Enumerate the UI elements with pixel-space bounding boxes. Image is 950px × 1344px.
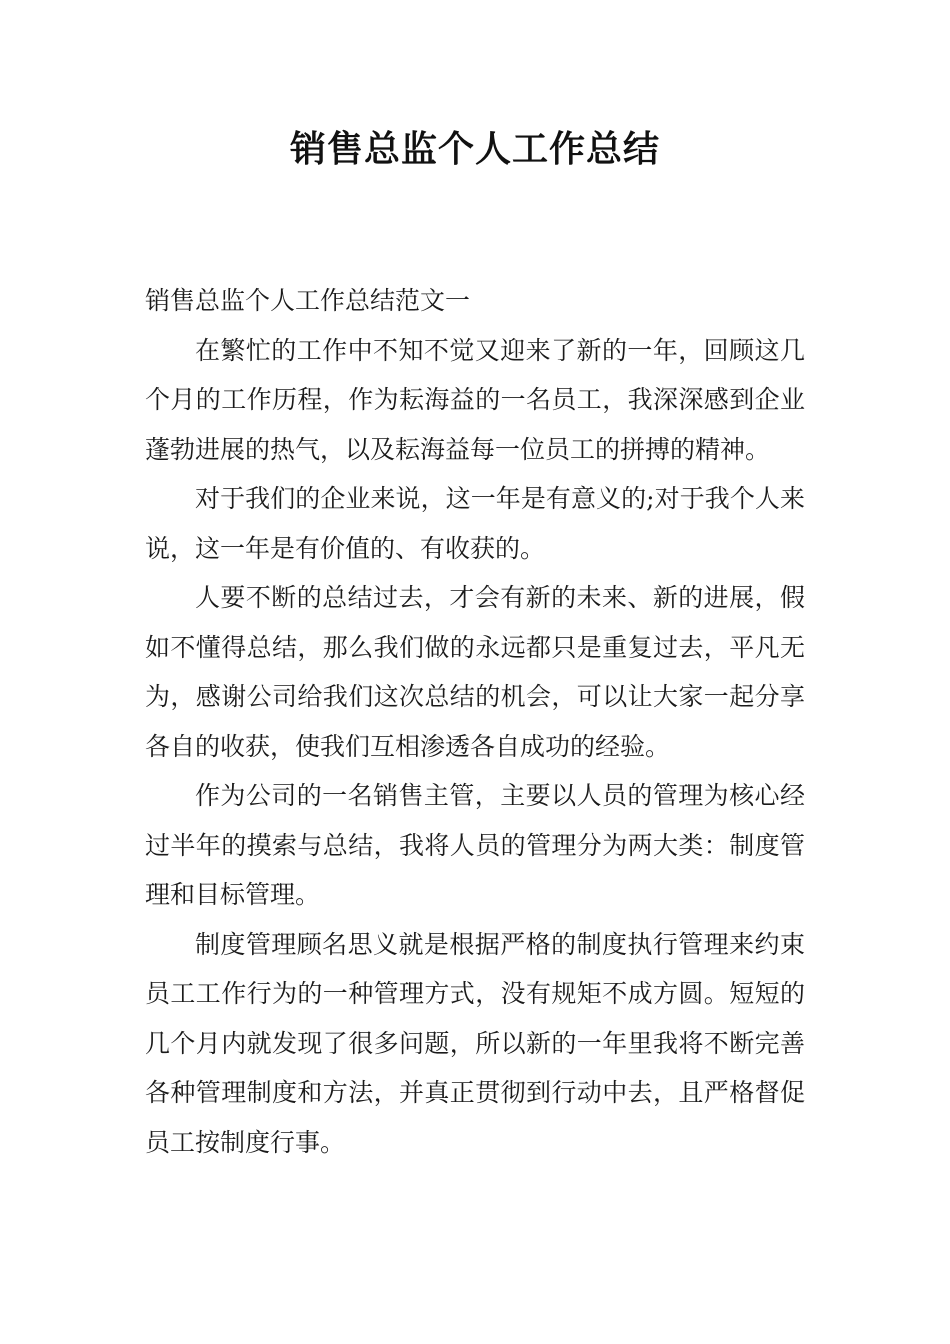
paragraph: 在繁忙的工作中不知不觉又迎来了新的一年，回顾这几个月的工作历程，作为耘海益的一名员工，我深深感到企业蓬勃进展的热气，以及耘海益每一位员工的拼搏的精神。 <box>145 335 805 464</box>
document-body <box>145 276 805 1167</box>
paragraph: 对于我们的企业来说，这一年是有意义的;对于我个人来说，这一年是有价值的、有收获的。 <box>145 484 805 563</box>
paragraph: 作为公司的一名销售主管，主要以人员的管理为核心经过半年的摸索与总结，我将人员的管理分为两大类：制度管理和目标管理。 <box>145 781 805 909</box>
paragraph: 人要不断的总结过去，才会有新的未来、新的进展，假如不懂得总结，那么我们做的永远都只是重复过去，平凡无为，感谢公司给我们这次总结的机会，可以让大家一起分享各自的收获，使我们互相渗透各自成功的经验。 <box>145 583 805 761</box>
document-subtitle: 销售总监个人工作总结范文一 <box>145 286 471 315</box>
paragraph: 制度管理顾名思义就是根据严格的制度执行管理来约束员工工作行为的一种管理方式，没有规矩不成方圆。短短的几个月内就发现了很多问题，所以新的一年里我将不断完善各种管理制度和方法，并真正贯彻到行动中去，且严格督促员工按制度行事。 <box>145 929 805 1157</box>
page-title: 销售总监个人工作总结 <box>289 129 660 170</box>
